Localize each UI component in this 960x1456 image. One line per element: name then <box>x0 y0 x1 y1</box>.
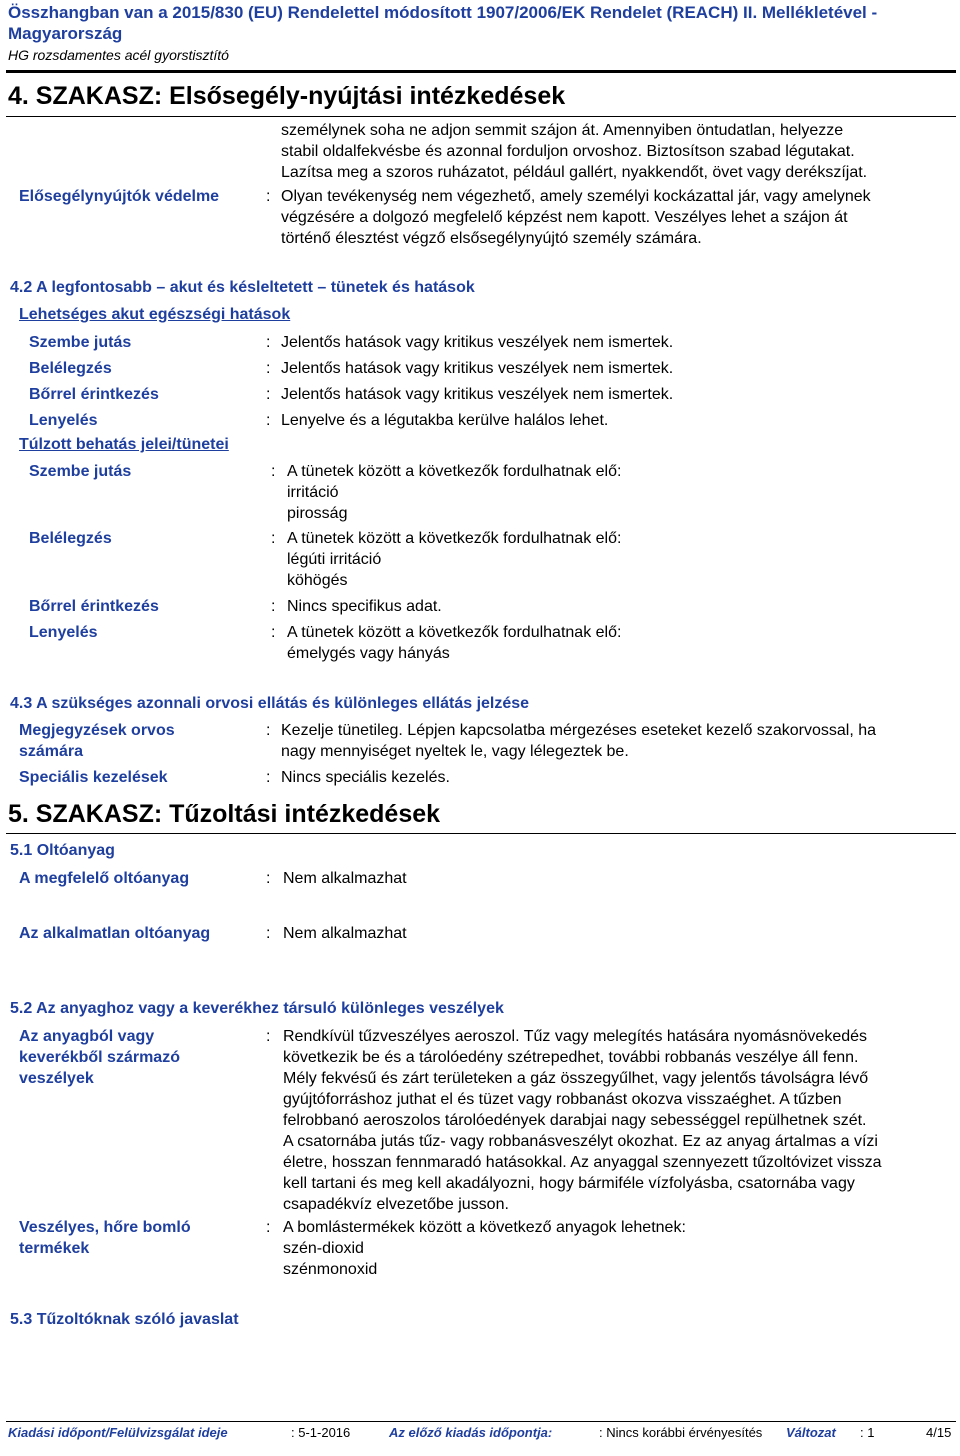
suitable-media-value: Nem alkalmazhat <box>283 870 407 887</box>
over-ingestion-label: Lenyelés <box>29 624 98 641</box>
document-header <box>8 2 956 64</box>
subsection-4-3-title: 4.3 A szükséges azonnali orvosi ellátás és különleges ellátás jelzése <box>10 695 530 712</box>
acute-skin-value: Jelentős hatások vagy kritikus veszélyek nem ismertek. <box>281 386 674 403</box>
over-inhalation-label: Belélegzés <box>29 530 112 547</box>
over-eye-label: Szembe jutás <box>29 463 132 480</box>
issue-date-value: : 5-1-2016 <box>291 1425 351 1440</box>
subsection-5-3-title: 5.3 Tűzoltóknak szóló javaslat <box>10 1311 239 1328</box>
overexposure-title: Túlzott behatás jelei/tünetei <box>19 436 229 453</box>
product-name: HG rozsdamentes acél gyorstisztító <box>8 47 229 63</box>
specific-hazards-label: Az anyagból vagy keverékből származó veszélyek <box>19 1028 180 1087</box>
firstaid-continuation: személynek soha ne adjon semmit szájon át. Amennyiben öntudatlan, helyezze stabil oldalfekvésbe és azonnal forduljon orvoshoz. Biztosítson szabad légutakat. Lazítsa meg a szoros ruházatot, például gallért, nyakkendőt, övet vagy derékszíjat. <box>281 122 868 181</box>
special-treatment-value: Nincs speciális kezelés. <box>281 769 450 786</box>
subsection-5-2-title: 5.2 Az anyaghoz vagy a keverékhez társuló különleges veszélyek <box>10 1000 504 1017</box>
decomposition-value: A bomlástermékek között a következő anyagok lehetnek: szén-dioxid szénmonoxid <box>283 1219 686 1278</box>
over-eye-value: A tünetek között a következők fordulhatnak elő: irritáció pirosság <box>287 463 622 522</box>
header-divider <box>6 70 956 73</box>
over-skin-label: Bőrrel érintkezés <box>29 598 159 615</box>
acute-ingestion-label: Lenyelés <box>29 412 98 429</box>
decomposition-label: Veszélyes, hőre bomló termékek <box>19 1219 191 1257</box>
acute-ingestion-value: Lenyelve és a légutakba kerülve halálos lehet. <box>281 412 609 429</box>
version-value: : 1 <box>860 1425 875 1440</box>
issue-date-label: Kiadási időpont/Felülvizsgálat ideje <box>8 1425 228 1440</box>
unsuitable-media-label: Az alkalmatlan oltóanyag <box>19 925 211 942</box>
doctor-notes-value: Kezelje tünetileg. Lépjen kapcsolatba mérgezéses eseteket kezelő szakorvossal, ha nagy mennyiséget nyeltek le, vagy lélegeztek be. <box>281 722 877 760</box>
special-treatment-label: Speciális kezelések <box>19 769 168 786</box>
acute-inhalation-label: Belélegzés <box>29 360 112 377</box>
version-label: Változat <box>786 1425 836 1440</box>
section5-title: 5. SZAKASZ: Tűzoltási intézkedések <box>8 800 441 828</box>
page-number: 4/15 <box>926 1425 952 1440</box>
section4-divider <box>6 116 956 117</box>
page-footer <box>8 1425 956 1443</box>
over-ingestion-value: A tünetek között a következők fordulhatnak elő: émelygés vagy hányás <box>287 624 622 662</box>
suitable-media-label: A megfelelő oltóanyag <box>19 870 190 887</box>
over-inhalation-value: A tünetek között a következők fordulhatnak elő: légúti irritáció köhögés <box>287 530 622 589</box>
protection-label: Elősegélynyújtók védelme <box>19 188 220 205</box>
unsuitable-media-value: Nem alkalmazhat <box>283 925 407 942</box>
over-skin-value: Nincs specifikus adat. <box>287 598 442 615</box>
section5-divider <box>6 833 956 834</box>
doctor-notes-label: Megjegyzések orvos számára <box>19 722 175 760</box>
section4-title: 4. SZAKASZ: Elsősegély-nyújtási intézkedések <box>8 82 566 110</box>
footer-divider <box>6 1421 956 1422</box>
acute-effects-title: Lehetséges akut egészségi hatások <box>19 306 291 323</box>
acute-eye-value: Jelentős hatások vagy kritikus veszélyek nem ismertek. <box>281 334 674 351</box>
subsection-5-1-title: 5.1 Oltóanyag <box>10 842 115 859</box>
acute-inhalation-value: Jelentős hatások vagy kritikus veszélyek nem ismertek. <box>281 360 674 377</box>
regulation-title-line2: Magyarország <box>8 24 123 43</box>
subsection-4-2-title: 4.2 A legfontosabb – akut és késleltetett – tünetek és hatások <box>10 279 475 296</box>
specific-hazards-value: Rendkívül tűzveszélyes aeroszol. Tűz vagy melegítés hatására nyomásnövekedés következik be és a tárolóedény szétrepedhet, további robbanás veszélye áll fenn. Mély fekvésű és zárt területeken a gáz összegyűlhet, vagy jelentős távolságra lévő gyújtóforráshoz juthat el és tüzet vagy robbanást okozva visszaéghet. A tűzben felrobbanó aeroszolos tárolóedények darabjai nagy sebességgel repülhetnek szét. A csatornába jutás tűz- vagy robbanásveszélyt okozhat. Ez az anyag ártalmas a vízi életre, hosszan fennmaradó hatásokkal. Az anyaggal szennyezett tűzoltóvizet vissza kell tartani és meg kell akadályozni, hogy bármiféle vízfolyásba, csatornába vagy csapadékvíz elvezetőbe jusson. <box>283 1028 882 1213</box>
previous-issue-value: : Nincs korábbi érvényesítés <box>599 1425 763 1440</box>
acute-skin-label: Bőrrel érintkezés <box>29 386 159 403</box>
previous-issue-label: Az előző kiadás időpontja: <box>389 1425 553 1440</box>
acute-eye-label: Szembe jutás <box>29 334 132 351</box>
protection-value: Olyan tevékenység nem végezhető, amely személyi kockázattal jár, vagy amelynek végzésére a dolgozó megfelelő képzést nem kapott. Veszélyes lehet a szájon át történő élesztést végző elsősegélynyújtó személy számára. <box>281 188 871 247</box>
regulation-title-line1: Összhangban van a 2015/830 (EU) Rendelettel módosított 1907/2006/EK Rendelet (REACH) II. Mellékletével - <box>8 3 878 22</box>
